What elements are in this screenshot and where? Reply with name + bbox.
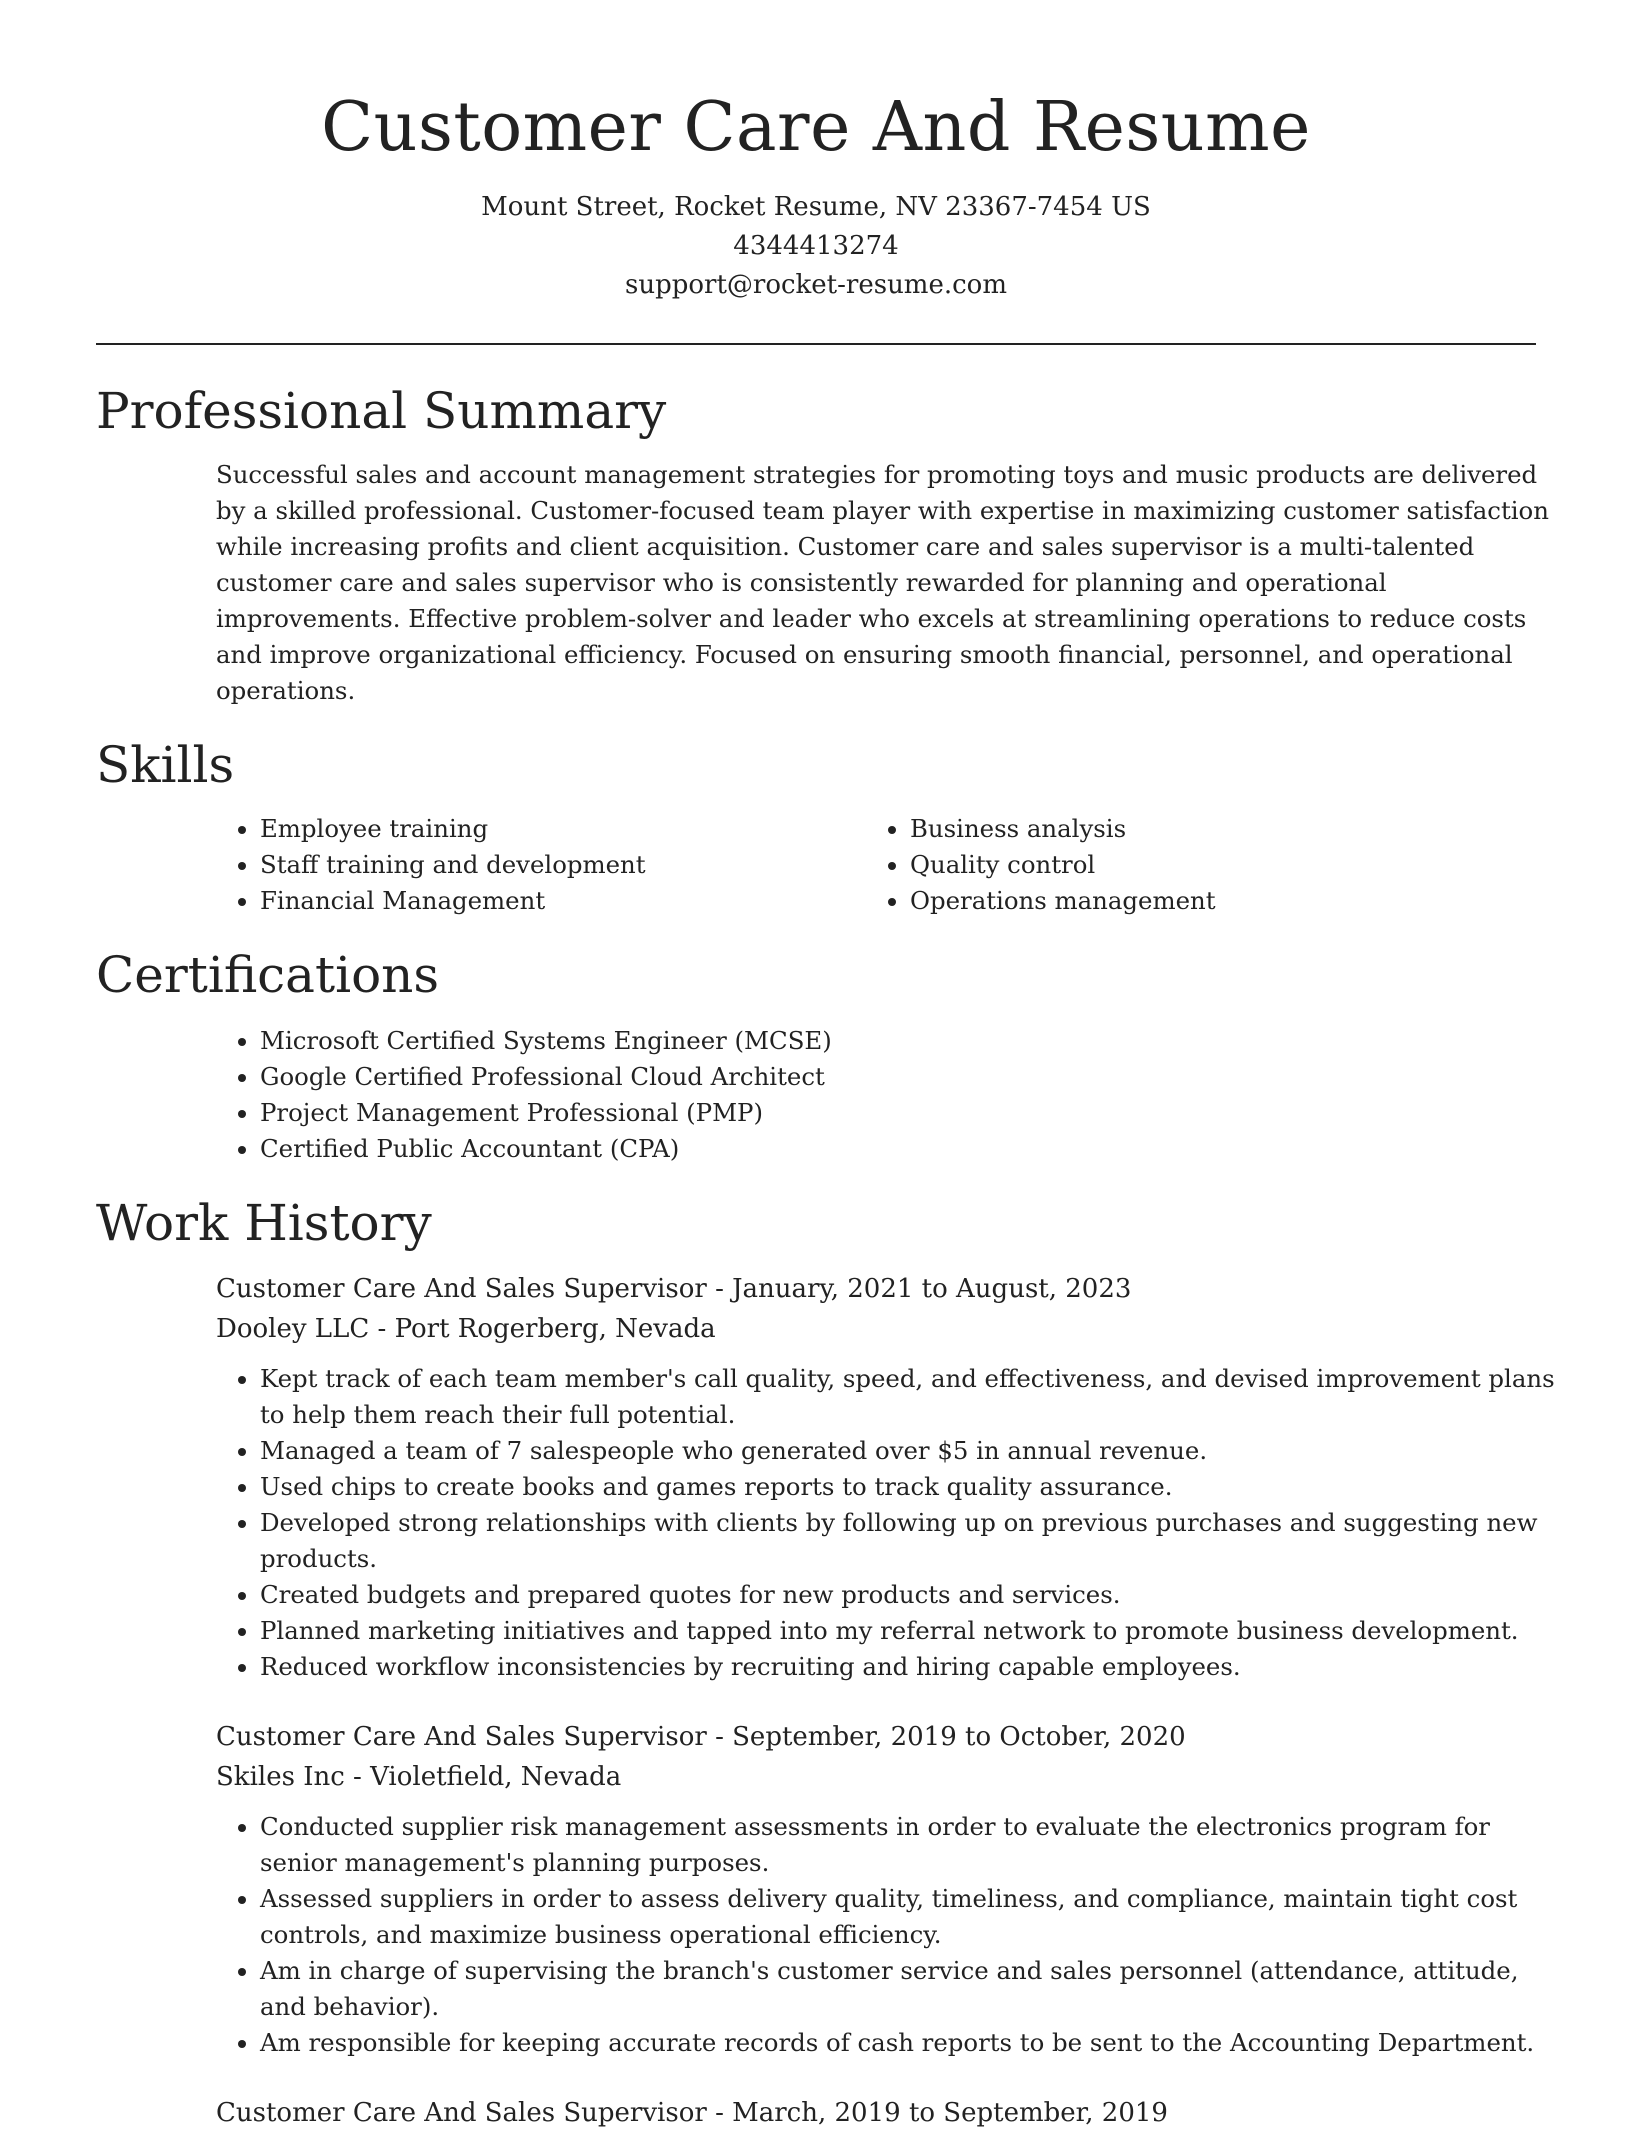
certification-item: • Google Certified Professional Cloud Architect <box>260 1059 1536 1095</box>
job-company: Skiles Inc <box>216 1762 345 1792</box>
job-entry <box>216 1717 1556 2061</box>
separator: - <box>715 1274 733 1304</box>
separator: - <box>353 1762 371 1792</box>
job-entry <box>216 2093 1556 2133</box>
job-bullet: • Kept track of each team member's call quality, speed, and effectiveness, and devised improvement plans to help them reach their full potential. <box>260 1361 1556 1433</box>
summary-text: Successful sales and account management strategies for promoting toys and music products are delivered by a skilled professional. Customer-focused team player with expertise in maximizing customer satisfaction while increasing profits and client acquisition. Customer care and sales supervisor is a multi-talented customer care and sales supervisor who is consistently rewarded for planning and operational improvements. Effective problem-solver and leader who excels at streamlining operations to reduce costs and improve organizational efficiency. Focused on ensuring smooth financial, personnel, and operational operations. <box>216 460 1549 705</box>
email: support@rocket-resume.com <box>624 270 1007 300</box>
resume-header <box>96 80 1536 305</box>
work-history-heading: Work History <box>96 1194 432 1252</box>
resume-page <box>96 80 1555 2133</box>
skill-item: • Quality control <box>910 847 1516 883</box>
job-bullet: • Assessed suppliers in order to assess delivery quality, timeliness, and compliance, maintain tight cost controls, and maximize business operational efficiency. <box>260 1881 1556 1953</box>
skills-list <box>216 811 1536 919</box>
job-bullet: • Am in charge of supervising the branch's customer service and sales personnel (attendance, attitude, and behavior). <box>260 1953 1556 2025</box>
skill-item: • Financial Management <box>260 883 866 919</box>
summary-heading: Professional Summary <box>96 382 667 440</box>
job-title-line <box>216 1269 1556 1309</box>
certifications-heading: Certifications <box>96 946 440 1004</box>
skills-column-left <box>216 811 866 919</box>
job-dates: September, 2019 to October, 2020 <box>732 1722 1186 1752</box>
job-bullet: • Managed a team of 7 salespeople who generated over $5 in annual revenue. <box>260 1433 1556 1469</box>
job-entry <box>216 1269 1556 1685</box>
job-title-line <box>216 1717 1556 1757</box>
header-divider <box>96 343 1536 345</box>
job-dates: March, 2019 to September, 2019 <box>732 2098 1168 2128</box>
skills-heading: Skills <box>96 736 235 794</box>
job-location: Port Rogerberg, Nevada <box>394 1314 716 1344</box>
certification-item: • Microsoft Certified Systems Engineer (MCSE) <box>260 1023 1536 1059</box>
separator: - <box>715 1722 733 1752</box>
job-bullet: • Used chips to create books and games reports to track quality assurance. <box>260 1469 1556 1505</box>
job-position: Customer Care And Sales Supervisor <box>216 1274 707 1304</box>
job-bullet: • Created budgets and prepared quotes for new products and services. <box>260 1577 1556 1613</box>
job-location: Violetfield, Nevada <box>370 1762 622 1792</box>
address: Mount Street, Rocket Resume, NV 23367-7454 US <box>481 192 1151 222</box>
skill-item: • Operations management <box>910 883 1516 919</box>
phone: 4344413274 <box>733 231 899 261</box>
job-bullets <box>216 1809 1556 2061</box>
job-bullet: • Planned marketing initiatives and tapped into my referral network to promote business development. <box>260 1613 1556 1649</box>
candidate-name: Customer Care And Resume <box>321 88 1311 167</box>
job-title-line <box>216 2093 1556 2133</box>
certifications-list <box>216 1023 1536 1167</box>
job-position: Customer Care And Sales Supervisor <box>216 1722 707 1752</box>
contact-info <box>96 188 1536 305</box>
certification-item: • Project Management Professional (PMP) <box>260 1095 1536 1131</box>
job-company-line <box>216 1309 1556 1349</box>
job-company-line <box>216 1757 1556 1797</box>
job-company: Dooley LLC <box>216 1314 370 1344</box>
separator: - <box>715 2098 733 2128</box>
skills-column-right <box>866 811 1516 919</box>
job-dates: January, 2021 to August, 2023 <box>732 1274 1132 1304</box>
skill-item: • Employee training <box>260 811 866 847</box>
job-bullet: • Am responsible for keeping accurate records of cash reports to be sent to the Accounting Department. <box>260 2025 1556 2061</box>
skill-item: • Business analysis <box>910 811 1516 847</box>
job-bullet: • Developed strong relationships with clients by following up on previous purchases and suggesting new products. <box>260 1505 1556 1577</box>
skill-item: • Staff training and development <box>260 847 866 883</box>
job-bullet: • Conducted supplier risk management assessments in order to evaluate the electronics program for senior management's planning purposes. <box>260 1809 1556 1881</box>
job-bullets <box>216 1361 1556 1685</box>
job-position: Customer Care And Sales Supervisor <box>216 2098 707 2128</box>
separator: - <box>377 1314 395 1344</box>
job-bullet: • Reduced workflow inconsistencies by recruiting and hiring capable employees. <box>260 1649 1556 1685</box>
certification-item: • Certified Public Accountant (CPA) <box>260 1131 1536 1167</box>
